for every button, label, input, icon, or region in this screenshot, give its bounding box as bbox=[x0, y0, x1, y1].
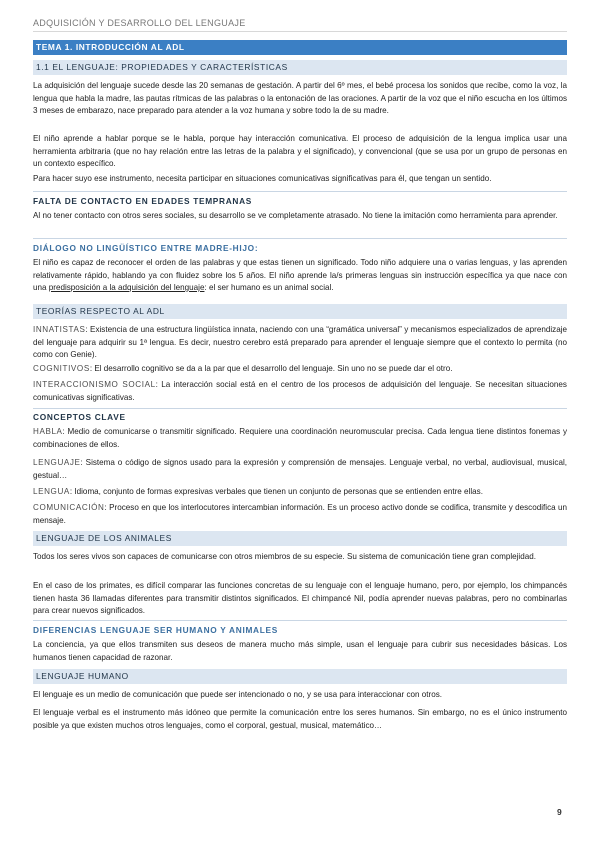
term-label: LENGUAJE bbox=[33, 458, 81, 467]
paragraph-falta-contacto: Al no tener contacto con otros seres sociales, su desarrollo se ve completamente atrasado. No tiene la imitación como herramienta para aprender. bbox=[33, 211, 558, 220]
paragraph-lenguaje: LENGUAJE: Sistema o código de signos usado para la expresión y comprensión de mensajes. Lenguaje verbal, no verbal, audiovisual, musical, gestual… bbox=[33, 458, 567, 480]
section-title-1-1: 1.1 EL LENGUAJE: PROPIEDADES Y CARACTERÍSTICAS bbox=[33, 60, 567, 75]
divider bbox=[33, 408, 567, 409]
paragraph-dialogo: El niño es capaz de reconocer el orden de las palabras y que estas tienen un significado. Todo niño adquiere una o varias lenguas, y las aprenden relativamente rápido, hablando ya con fluidez sobre los 5 años. El niño aprende la/s primeras lenguas sin instrucción específica ya que nace con una predisposición a la adquisición del lenguaje: el ser humano es un animal social. bbox=[33, 258, 567, 292]
paragraph-humano-2: El lenguaje verbal es el instrumento más idóneo que permite la comunicación entre los seres humanos. Sin embargo, no es el único instrumento posible ya que existen muchos otros lenguajes, como el corporal, gestual, musical, matemático… bbox=[33, 708, 567, 730]
term-label: INTERACCIONISMO SOCIAL bbox=[33, 380, 156, 389]
paragraph-humano-1: El lenguaje es un medio de comunicación que puede ser intencionado o no, y se usa para interaccionar con otros. bbox=[33, 690, 442, 699]
divider bbox=[33, 620, 567, 621]
subheading-diferencias: DIFERENCIAS LENGUAJE SER HUMANO Y ANIMALES bbox=[33, 625, 278, 635]
paragraph-interaccionismo: INTERACCIONISMO SOCIAL: La interacción social está en el centro de los procesos de adquisición del lenguaje. Se necesitan situaciones comunicativas significativas. bbox=[33, 380, 567, 402]
term-label: COGNITIVOS bbox=[33, 364, 90, 373]
term-label: HABLA bbox=[33, 427, 63, 436]
divider bbox=[33, 191, 567, 192]
paragraph-interaccion: El niño aprende a hablar porque se le habla, porque hay interacción comunicativa. El proceso de adquisición de la lengua implica usar una herramienta arbitraria (que no hay relación entre las letras de la palabra y el significado), y convencional (que se usa por un grupo de personas en un contexto específico. bbox=[33, 134, 567, 168]
section-title-animales: LENGUAJE DE LOS ANIMALES bbox=[33, 531, 567, 546]
section-title-humano: LENGUAJE HUMANO bbox=[33, 669, 567, 684]
term-label: LENGUA bbox=[33, 487, 70, 496]
paragraph-cognitivos: COGNITIVOS: El desarrollo cognitivo se da a la par que el desarrollo del lenguaje. Sin uno no se puede dar el otro. bbox=[33, 364, 453, 373]
subheading-falta-contacto: FALTA DE CONTACTO EN EDADES TEMPRANAS bbox=[33, 196, 253, 206]
tema-title-bar: TEMA 1. INTRODUCCIÓN AL ADL bbox=[33, 40, 567, 55]
underlined-phrase: predisposición a la adquisición del lenguaje bbox=[48, 283, 205, 292]
term-label: INNATISTAS bbox=[33, 325, 86, 334]
paragraph-habla: HABLA: Medio de comunicarse o transmitir significado. Requiere una coordinación neuromuscular precisa. Cada lengua tiene distintos fonemas y combinaciones de ellos. bbox=[33, 427, 567, 449]
paragraph-gestacion: La adquisición del lenguaje sucede desde las 20 semanas de gestación. A partir del 6º mes, el bebé procesa los sonidos que recibe, como la voz, la lengua que habla la madre, las pautas rítmicas de las palabras o la entonación de las oraciones. A partir de la voz que el niño escucha en los últimos 3 meses de embarazo, nace preparado para atender a la voz humana y sobre todo la de su madre. bbox=[33, 81, 567, 115]
paragraph-diferencias: La conciencia, ya que ellos transmiten sus deseos de manera mucho más simple, usan el lenguaje para cubrir sus necesidades básicas. Los humanos tienen capacidad de razonar. bbox=[33, 640, 567, 662]
running-head: ADQUISICIÓN Y DESARROLLO DEL LENGUAJE bbox=[33, 18, 246, 28]
subheading-dialogo: DIÁLOGO NO LINGÜÍSTICO ENTRE MADRE-HIJO: bbox=[33, 243, 259, 253]
paragraph-innatistas: INNATISTAS: Existencia de una estructura lingüística innata, naciendo con una “gramática universal” y mecanismos especializados de aprendizaje del lenguaje para adquirir su 1ª lengua. Es decir, nuestro cerebro está preparado para aprender el lenguaje siempre que el contexto lo permita (no como con Genie). bbox=[33, 325, 567, 359]
paragraph-comunicacion: COMUNICACIÓN: Proceso en que los interlocutores intercambian información. Es un proceso activo donde se codifica, transmite y descodifica un mensaje. bbox=[33, 503, 567, 525]
divider bbox=[33, 238, 567, 239]
header-rule bbox=[33, 31, 567, 32]
paragraph-lengua: LENGUA: Idioma, conjunto de formas expresivas verbales que tienen un conjunto de personas que se entienden entre ellas. bbox=[33, 487, 483, 496]
paragraph-instrumento: Para hacer suyo ese instrumento, necesita participar en situaciones comunicativas significativas para él, que tengan un sentido. bbox=[33, 174, 492, 183]
term-label: COMUNICACIÓN bbox=[33, 503, 105, 512]
paragraph-animales-2: En el caso de los primates, es difícil comparar las funciones concretas de su lenguaje con el lenguaje humano, pero, por ejemplo, los chimpancés tienen hasta 36 llamadas diferentes para transmitir distintos significados. El chimpancé Nil, podía aprender nuevas palabras, pero no combinarlas para crear nuevos significados. bbox=[33, 581, 567, 615]
paragraph-animales-1: Todos los seres vivos son capaces de comunicarse con otros miembros de su especie. Su sistema de comunicación tiene gran complejidad. bbox=[33, 552, 536, 561]
subheading-conceptos: CONCEPTOS CLAVE bbox=[33, 412, 126, 422]
page-number: 9 bbox=[557, 807, 562, 817]
section-title-teorias: TEORÍAS RESPECTO AL ADL bbox=[33, 304, 567, 319]
